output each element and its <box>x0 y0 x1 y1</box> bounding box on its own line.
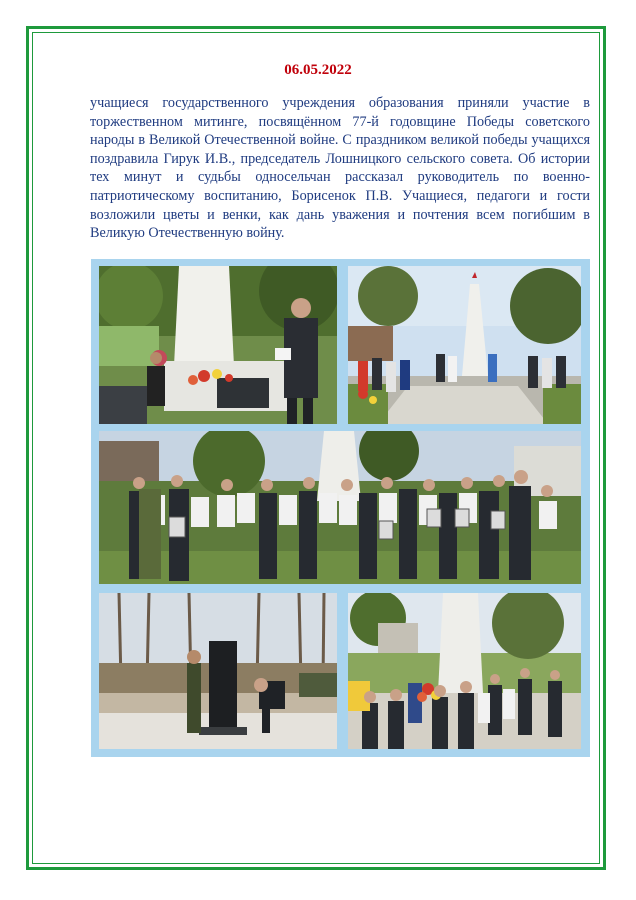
photo-laying-flowers-at-stone <box>99 593 337 749</box>
photo-obelisk-ceremony <box>348 266 581 424</box>
date-heading: 06.05.2022 <box>284 62 352 78</box>
photo-group-with-portraits <box>99 431 581 584</box>
photo-speaker-at-monument <box>99 266 337 424</box>
photo-crowd-at-monument <box>348 593 581 749</box>
photo-collage <box>91 259 590 757</box>
article-paragraph: учащиеся государственного учреждения образования приняли участие в торжественном митинге, посвящённом 77-й годовщине Победы советского народы в Великой Отечественной войне. С праздником великой победы учащихся поздравила Гирук И.В., председатель Лошницкого сельского совета. Об истории тех минут и судьбы односельчан рассказал руководитель по военно-патриотическому воспитанию, Борисенок П.В. Учащиеся, педагоги и гости возложили цветы и венки, как дань уважения и почтения всем погибшим в Великую Отечественную войну. <box>90 95 590 242</box>
